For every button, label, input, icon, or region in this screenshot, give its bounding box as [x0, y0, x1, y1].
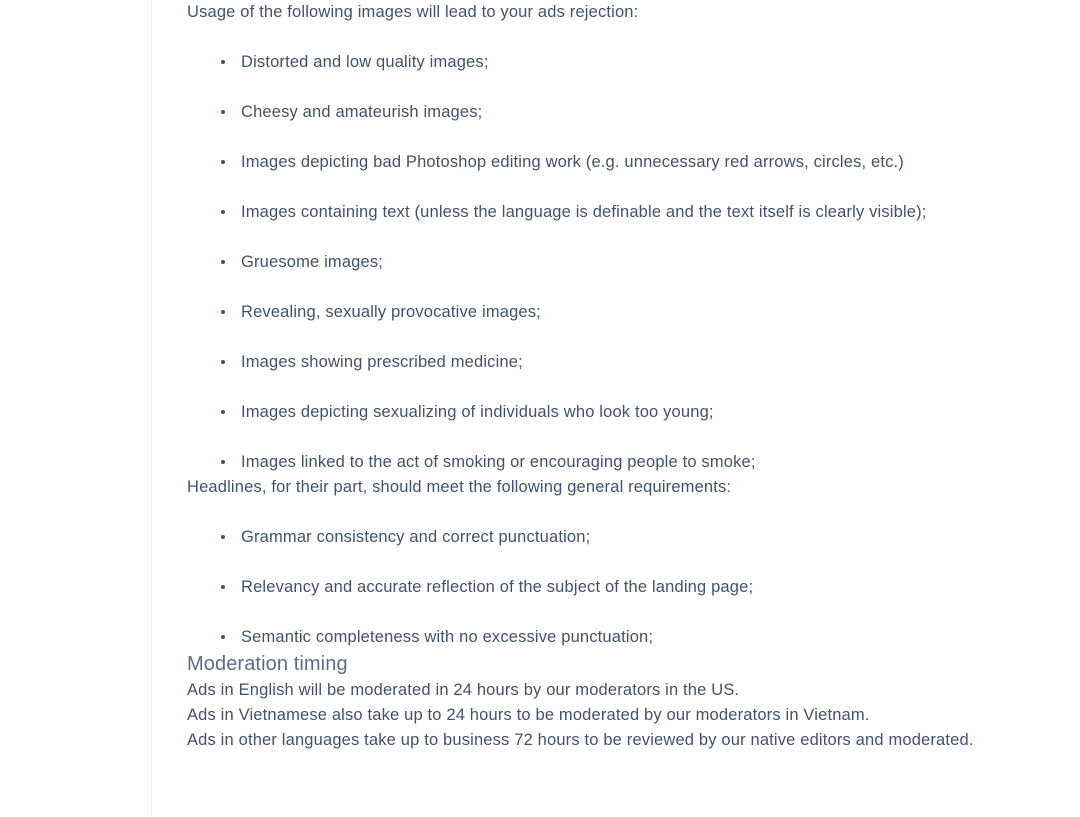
headlines-paragraph: Headlines, for their part, should meet the following general requirements:: [187, 478, 732, 496]
list-item: Images linked to the act of smoking or encouraging people to smoke;: [187, 450, 977, 475]
article-scroll-region[interactable]: [152, 0, 1080, 817]
article-content: [152, 0, 977, 753]
list-item: Images showing prescribed medicine;: [187, 350, 977, 375]
list-item: Distorted and low quality images;: [187, 50, 977, 75]
list-item: Semantic completeness with no excessive punctuation;: [187, 625, 977, 650]
image-rejection-list: [187, 50, 977, 475]
list-item: Images depicting sexualizing of individuals who look too young;: [187, 400, 977, 425]
list-item: Revealing, sexually provocative images;: [187, 300, 977, 325]
moderation-timing-paragraph-other: Ads in other languages take up to business 72 hours to be reviewed by our native editors and moderated.: [187, 731, 974, 749]
list-item: Grammar consistency and correct punctuation;: [187, 525, 977, 550]
list-item: Cheesy and amateurish images;: [187, 100, 977, 125]
section-heading-moderation-timing: Moderation timing: [187, 653, 348, 675]
intro-paragraph: Usage of the following images will lead to your ads rejection:: [187, 3, 639, 21]
moderation-timing-paragraph-english: Ads in English will be moderated in 24 hours by our moderators in the US.: [187, 681, 740, 699]
list-item: Images depicting bad Photoshop editing work (e.g. unnecessary red arrows, circles, etc.): [187, 150, 977, 175]
list-item: Images containing text (unless the language is definable and the text itself is clearly visible);: [187, 200, 977, 225]
headline-requirements-list: [187, 525, 977, 650]
moderation-timing-paragraph-vietnamese: Ads in Vietnamese also take up to 24 hours to be moderated by our moderators in Vietnam.: [187, 706, 870, 724]
left-gutter: [0, 0, 152, 817]
list-item: Relevancy and accurate reflection of the subject of the landing page;: [187, 575, 977, 600]
list-item: Gruesome images;: [187, 250, 977, 275]
